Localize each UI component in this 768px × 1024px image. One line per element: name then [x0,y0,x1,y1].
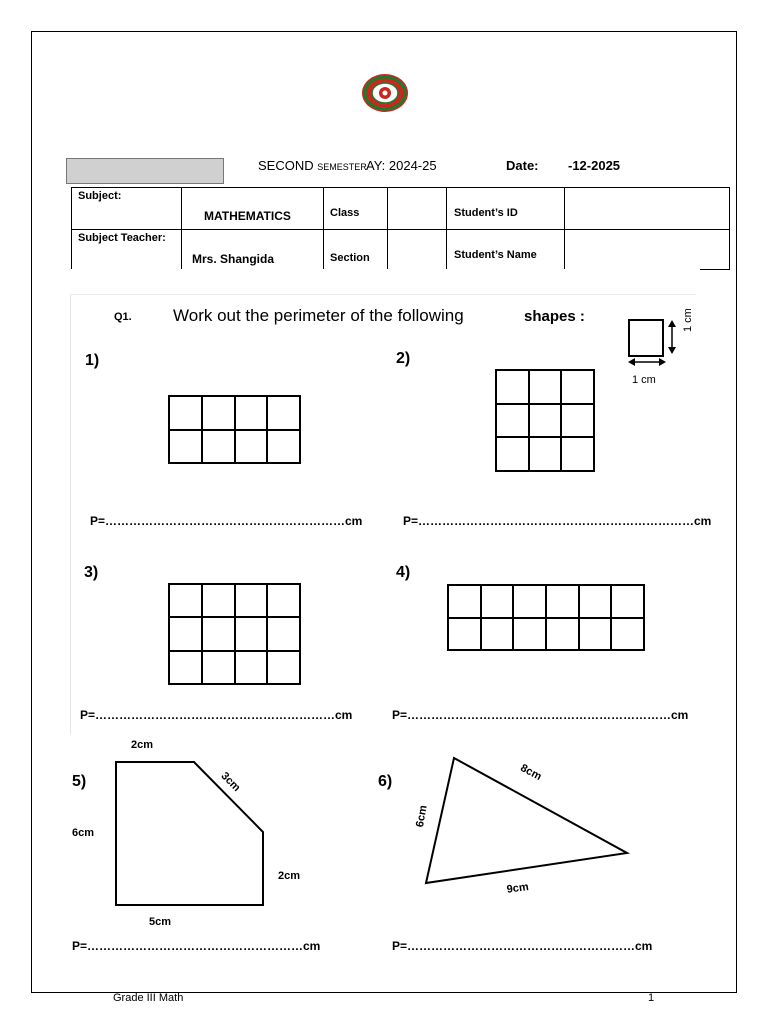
shape-2-answer[interactable]: P=……………………………………………………………cm [403,514,712,528]
shape-3-grid [168,583,301,685]
shape-6-answer[interactable]: P=…………………………………………………cm [392,939,653,953]
student-id-field[interactable] [566,189,728,228]
shape-1-grid [168,395,301,464]
date-label: Date: [506,158,539,173]
section-field[interactable] [389,231,445,268]
shape-5-side-diagonal: 3cm [218,770,243,795]
shape-5-side-top: 2cm [131,739,154,751]
shape-5-label: 5) [72,773,87,790]
shape-2-grid [495,369,595,472]
student-id-label: Student’s ID [454,207,518,219]
shape-6-label: 6) [378,773,393,790]
unit-bottom-label: 1 cm [632,374,656,386]
shape-4-answer[interactable]: P=…………………………………………………………cm [392,708,689,722]
shape-5-side-left: 6cm [72,827,95,839]
subject-label: Subject: [78,190,122,202]
shape-6-side-bottom: 9cm [506,880,530,896]
shape-3-answer[interactable]: P=……………………………………………………cm [80,708,353,722]
shape-2-label: 2) [396,350,411,367]
student-name-label: Student’s Name [454,249,537,261]
date-value: -12-2025 [568,158,621,173]
student-name-field[interactable] [566,231,728,268]
shape-6-side-left: 6cm [414,804,430,829]
footer-grade: Grade III Math [113,992,184,1004]
question-text-end: shapes : [524,308,585,325]
academic-year: AY: 2024-25 [366,158,437,173]
teacher-label: Subject Teacher: [78,232,166,244]
school-logo [361,73,409,113]
shape-1-label: 1) [85,352,100,369]
semester-title: SECOND SEMESTER [258,158,367,173]
subject-value: MATHEMATICS [204,209,291,223]
shape-6-side-top: 8cm [518,762,544,783]
shape-4-grid [447,584,645,651]
name-box [66,158,224,184]
class-label: Class [330,207,360,219]
footer-page-number: 1 [648,992,655,1004]
question-number: Q1. [114,311,132,323]
shape-5-side-bottom: 5cm [149,916,172,928]
class-field[interactable] [389,189,445,228]
shape-5-answer[interactable]: P=………………………………………………cm [72,939,321,953]
unit-side-label: 1 cm [682,308,694,332]
shape-1-answer[interactable]: P=……………………………………………………cm [90,514,363,528]
teacher-value: Mrs. Shangida [192,252,275,266]
question-text: Work out the perimeter of the following [173,306,464,325]
shape-5-polygon [110,755,270,911]
shape-5-side-right: 2cm [278,870,301,882]
shape-3-label: 3) [84,564,99,581]
unit-square-arrows [626,318,686,366]
section-label: Section [330,252,370,264]
shape-4-label: 4) [396,564,411,581]
